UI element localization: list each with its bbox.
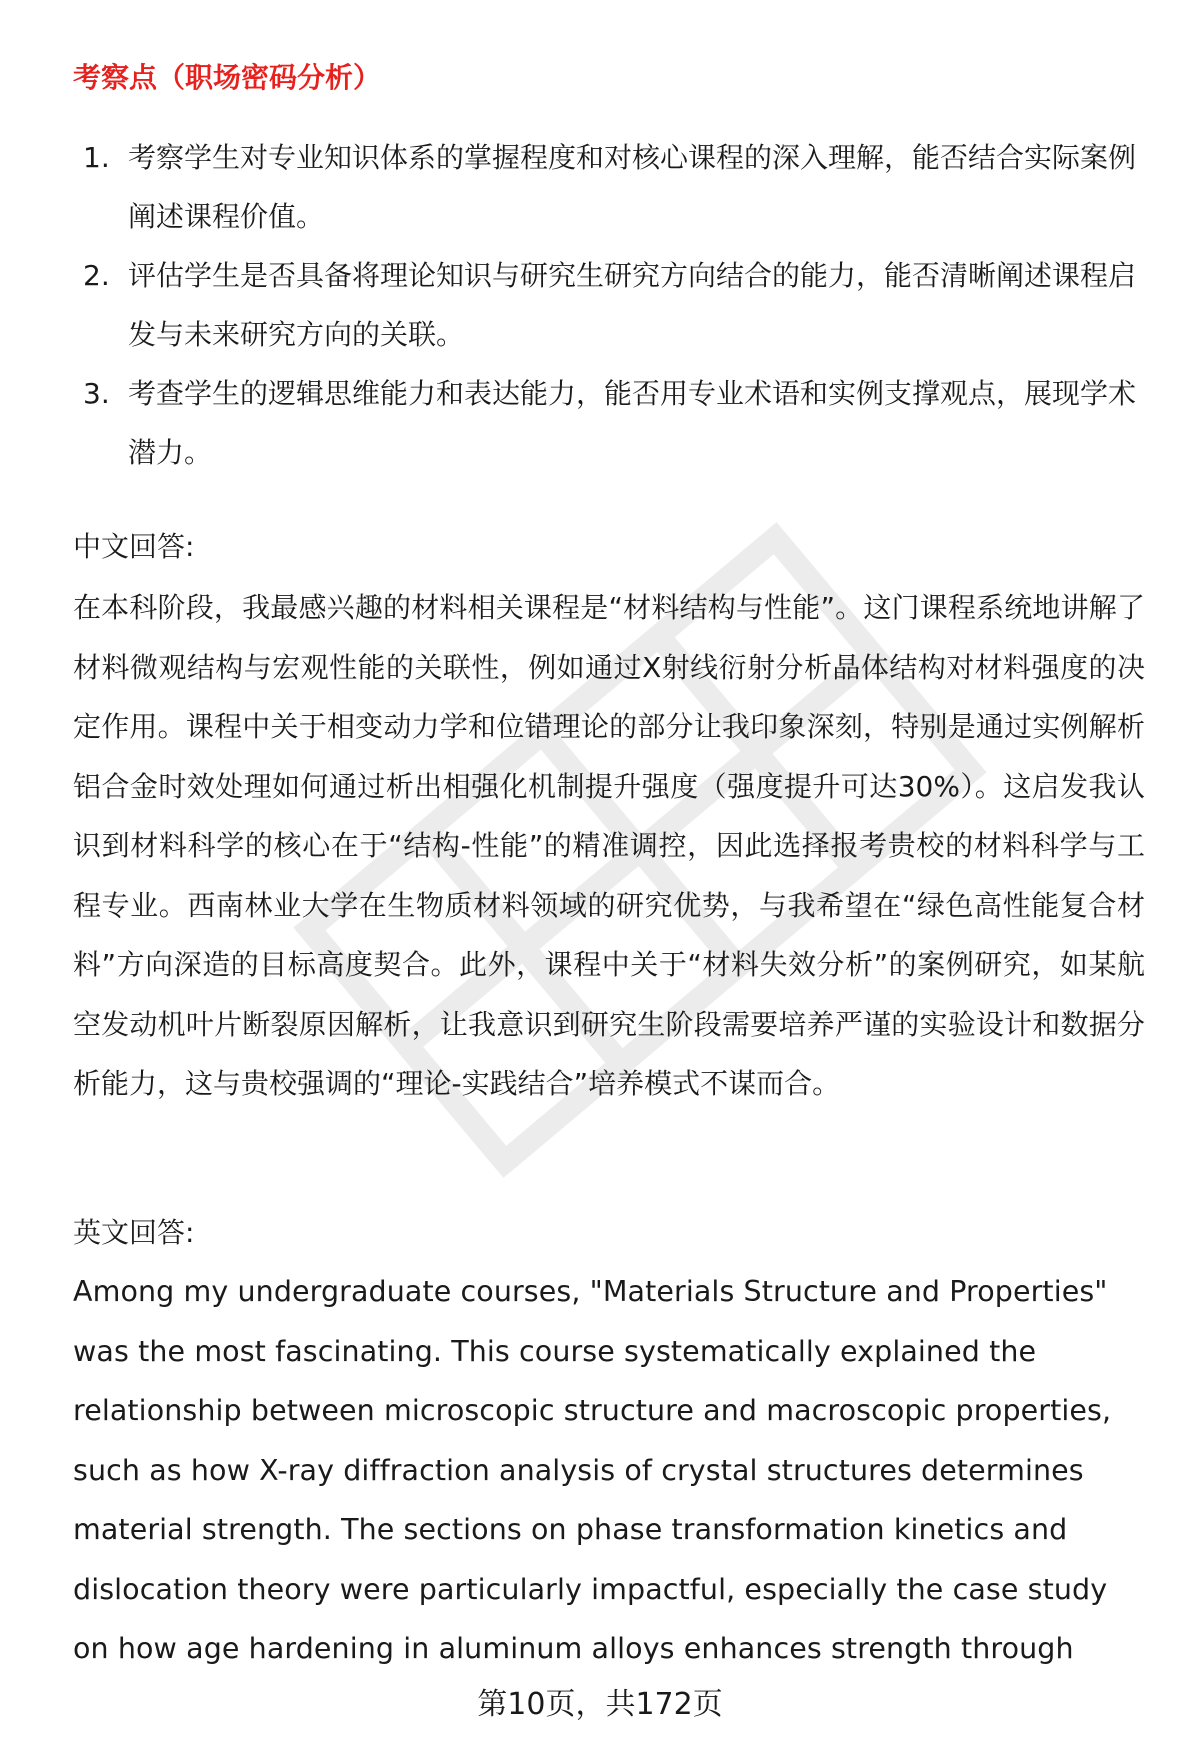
- page-number-footer: 第10页，共172页: [477, 1687, 723, 1722]
- list-item-number: 1.: [83, 141, 110, 174]
- list-item-number: 3.: [83, 377, 110, 410]
- list-item: [73, 128, 1143, 246]
- list-item-text: 评估学生是否具备将理论知识与研究生研究方向结合的能力，能否清晰阐述课程启发与未来研究方向的关联。: [128, 259, 1137, 351]
- list-item-number: 2.: [83, 259, 110, 292]
- english-answer-label: 英文回答:: [73, 1216, 195, 1249]
- list-item: [73, 364, 1143, 482]
- assessment-points-list: [73, 128, 1143, 482]
- list-item: [73, 246, 1143, 364]
- list-item-text: 考察学生对专业知识体系的掌握程度和对核心课程的深入理解，能否结合实际案例阐述课程价值。: [128, 141, 1137, 233]
- chinese-answer-label: 中文回答:: [73, 530, 195, 563]
- english-answer-text: Among my undergraduate courses, "Materials Structure and Properties" was the most fascinating. This course systematically explained the relationship between microscopic structure and macroscopic properties, such as how X-ray diffraction analysis of crystal structures determines material strength. The sections on phase transformation kinetics and dislocation theory were particularly impactful, especially the case study on how age hardening in aluminum alloys enhances strength through: [73, 1275, 1112, 1665]
- section-title: 考察点（职场密码分析）: [73, 61, 382, 94]
- list-item-text: 考查学生的逻辑思维能力和表达能力，能否用专业术语和实例支撑观点，展现学术潜力。: [128, 377, 1137, 469]
- chinese-answer-text: 在本科阶段，我最感兴趣的材料相关课程是“材料结构与性能”。这门课程系统地讲解了材料微观结构与宏观性能的关联性，例如通过X射线衍射分析晶体结构对材料强度的决定作用。课程中关于相变动力学和位错理论的部分让我印象深刻，特别是通过实例解析铝合金时效处理如何通过析出相强化机制提升强度（强度提升可达30%）。这启发我认识到材料科学的核心在于“结构-性能”的精准调控，因此选择报考贵校的材料科学与工程专业。西南林业大学在生物质材料领域的研究优势，与我希望在“绿色高性能复合材料”方向深造的目标高度契合。此外，课程中关于“材料失效分析”的案例研究，如某航空发动机叶片断裂原因解析，让我意识到研究生阶段需要培养严谨的实验设计和数据分析能力，这与贵校强调的“理论-实践结合”培养模式不谋而合。: [73, 591, 1145, 1100]
